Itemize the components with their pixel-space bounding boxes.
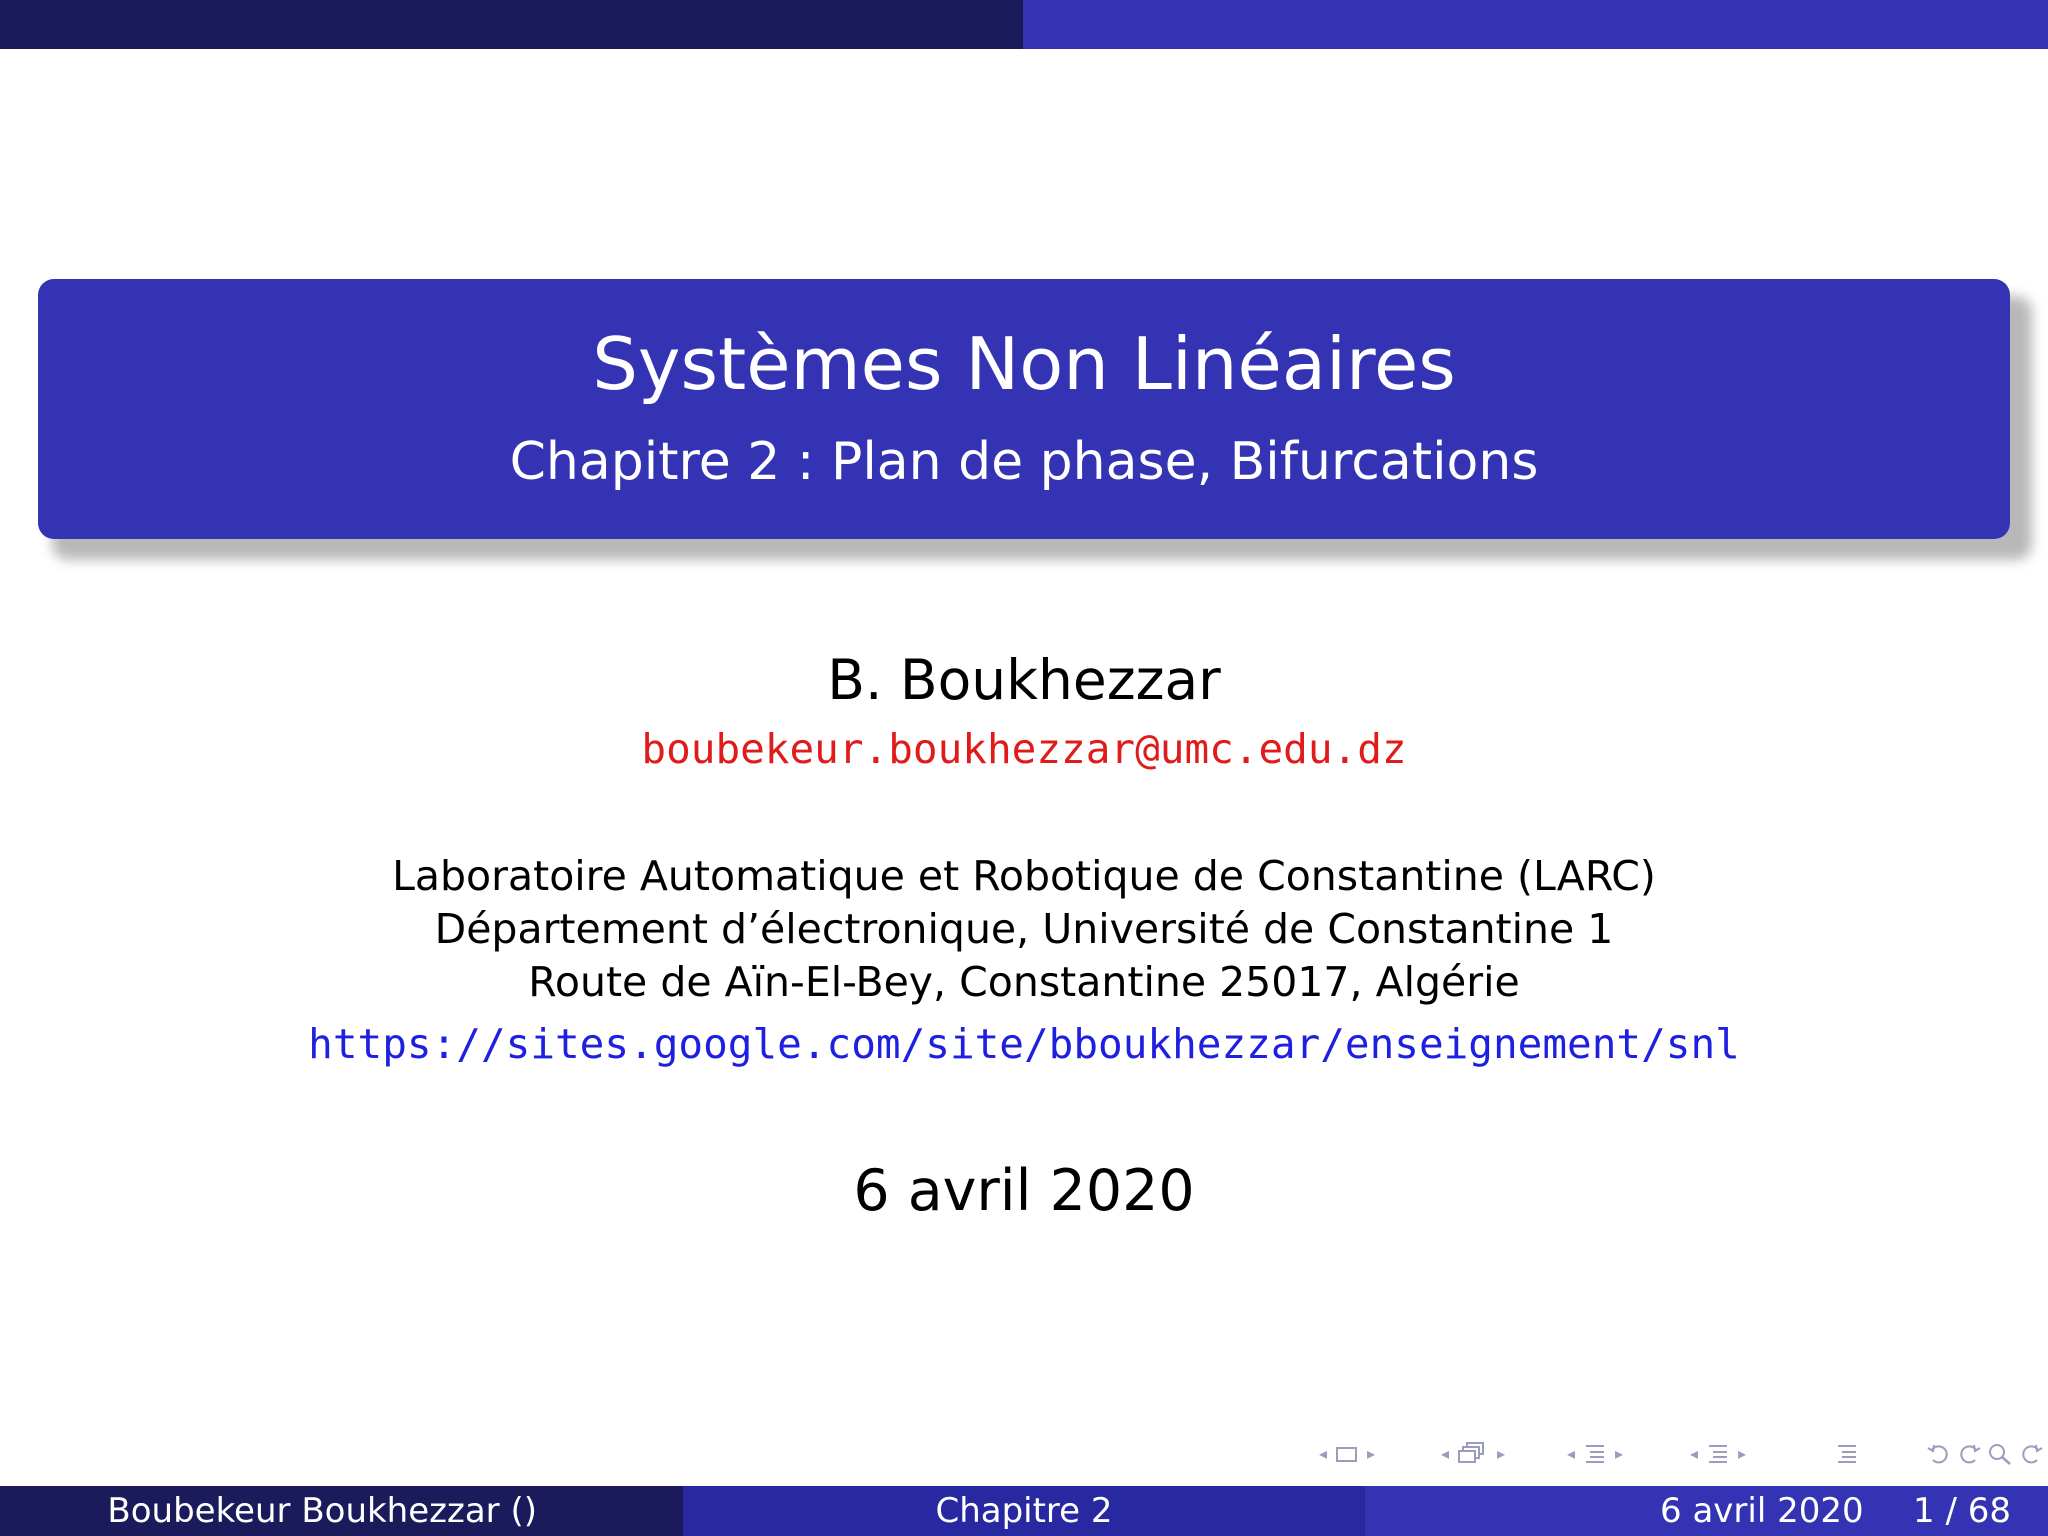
zoom-icon[interactable] [1954,1437,1984,1471]
footline-title: Chapitre 2 [935,1491,1113,1531]
title-box [38,279,2010,539]
presentation-subtitle: Chapitre 2 : Plan de phase, Bifurcations [509,432,1539,492]
course-url-link[interactable]: https://sites.google.com/site/bboukhezzar/enseignement/snl [308,1020,1740,1068]
nav-document-prev-icon[interactable]: ◂ [1689,1444,1699,1463]
author-email-link[interactable]: boubekeur.boukhezzar@umc.edu.dz [641,725,1407,773]
footline-author-box [0,1486,683,1536]
nav-frame-next-icon[interactable]: ▸ [1366,1444,1376,1463]
frame-icon[interactable] [1334,1437,1360,1471]
subsection-icon[interactable] [1456,1437,1490,1471]
nav-frame-group [1312,1437,1382,1471]
presentation-title: Systèmes Non Linéaires [592,322,1456,406]
footline-page-number: 1 / 68 [1913,1491,2011,1531]
header-bar-left [0,0,1023,49]
footline-title-box [683,1486,1365,1536]
institute-line-3: Route de Aïn-El-Bey, Constantine 25017, Algérie [528,958,1520,1006]
footline-date: 6 avril 2020 [1660,1491,1864,1531]
institute-line-2: Département d’électronique, Université de Constantine 1 [434,905,1614,953]
nav-subsection-prev-icon[interactable]: ◂ [1440,1444,1450,1463]
nav-section-prev-icon[interactable]: ◂ [1566,1444,1576,1463]
document-section-icon[interactable] [1705,1437,1731,1471]
footline [0,1486,2048,1536]
nav-frame-prev-icon[interactable]: ◂ [1318,1444,1328,1463]
section-icon[interactable] [1582,1437,1608,1471]
search-icon[interactable] [1984,1437,2016,1471]
nav-section-group [1560,1437,1630,1471]
nav-document-section-group [1683,1437,1753,1471]
nav-document-next-icon[interactable]: ▸ [1737,1444,1747,1463]
nav-subsection-group [1434,1437,1512,1471]
undo-icon[interactable] [1924,1437,1954,1471]
institute-line-1: Laboratoire Automatique et Robotique de Constantine (LARC) [392,852,1656,900]
document-icon[interactable] [1834,1437,1860,1471]
redo-icon[interactable] [2016,1437,2046,1471]
nav-section-next-icon[interactable]: ▸ [1614,1444,1624,1463]
presentation-date: 6 avril 2020 [853,1158,1195,1224]
footline-author: Boubekeur Boukhezzar () [107,1491,537,1531]
header-bar-right [1023,0,2048,49]
nav-appendix-group [1834,1437,1860,1471]
footline-date-box [1365,1486,2048,1536]
nav-subsection-next-icon[interactable]: ▸ [1496,1444,1506,1463]
author-name: B. Boukhezzar [827,648,1221,712]
nav-search-group [1924,1437,2046,1471]
